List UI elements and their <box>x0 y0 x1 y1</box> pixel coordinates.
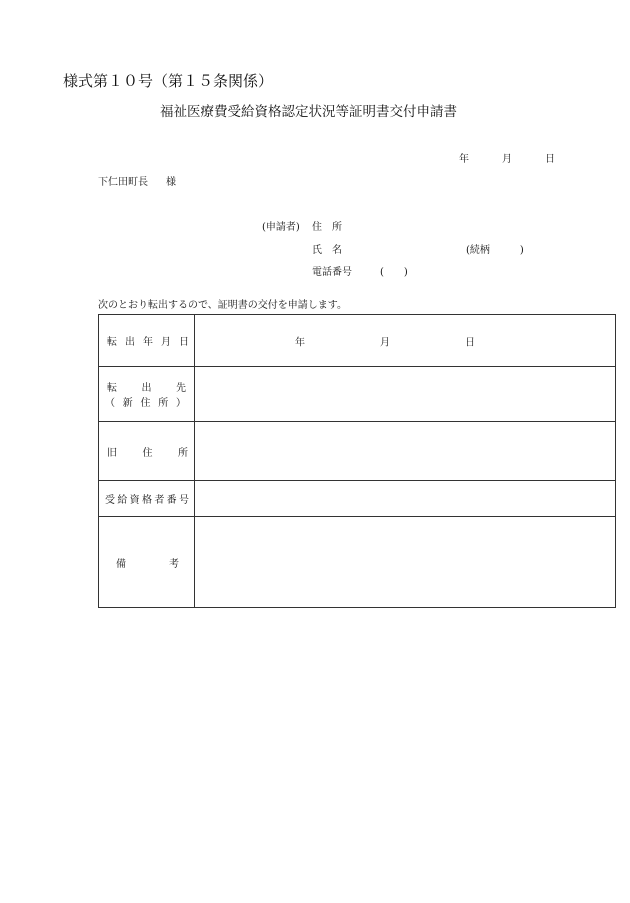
label-char: 番 <box>166 495 177 506</box>
label-char: 受 <box>105 495 115 506</box>
label-char: 新 <box>122 398 133 409</box>
label-char: 年 <box>143 337 153 348</box>
label-char: 住 <box>140 398 151 409</box>
recipient-number-value[interactable] <box>195 481 616 517</box>
applicant-phone-paren: ( ) <box>380 267 408 278</box>
moveout-date-label <box>99 315 195 367</box>
moveout-date-value[interactable] <box>195 315 616 367</box>
applicant-prefix: (申請者) <box>262 222 300 233</box>
label-char: 転 <box>107 383 117 394</box>
remarks-label <box>99 517 195 608</box>
date-month-unit: 月 <box>502 154 512 165</box>
label-char: 住 <box>142 447 153 459</box>
remarks-value[interactable] <box>195 517 616 608</box>
moveout-day-unit: 日 <box>465 337 475 348</box>
date-year-unit: 年 <box>459 154 469 165</box>
row-recipient-number <box>99 481 616 517</box>
label-char: 出 <box>141 383 152 394</box>
label-char: 者 <box>154 495 165 506</box>
label-char: 所 <box>178 447 188 459</box>
label-char: 格 <box>141 495 152 506</box>
old-address-label <box>99 422 195 481</box>
date-day-unit: 日 <box>545 154 555 165</box>
destination-value[interactable] <box>195 367 616 422</box>
applicant-relationship: (続柄 ) <box>466 245 524 256</box>
form-number: 様式第１０号（第１５条関係） <box>63 72 274 90</box>
label-char: 旧 <box>107 447 117 459</box>
label-char: 出 <box>125 337 135 348</box>
label-char: 資 <box>129 495 140 506</box>
row-old-address <box>99 422 616 481</box>
intro-text: 次のとおり転出するので、証明書の交付を申請します。 <box>98 300 347 311</box>
label-char: 給 <box>117 495 128 506</box>
label-char: 先 <box>176 383 186 394</box>
applicant-address-label: 住 所 <box>312 222 342 233</box>
addressee-honorific: 様 <box>166 177 176 188</box>
label-char: 考 <box>169 558 179 570</box>
application-table <box>98 314 616 608</box>
row-destination <box>99 367 616 422</box>
row-remarks <box>99 517 616 608</box>
document-title: 福祉医療費受給資格認定状況等証明書交付申請書 <box>160 104 457 120</box>
applicant-phone-label: 電話番号 <box>312 267 352 278</box>
label-char: 日 <box>179 337 189 348</box>
destination-label <box>99 367 195 422</box>
recipient-number-label <box>99 481 195 517</box>
moveout-month-unit: 月 <box>380 337 390 348</box>
label-char: 月 <box>161 337 171 348</box>
label-char: （ <box>105 398 115 409</box>
applicant-name-label: 氏 名 <box>312 245 342 256</box>
addressee-name: 下仁田町長 <box>98 177 148 188</box>
label-char: 備 <box>116 558 126 570</box>
label-char: 所 <box>158 398 169 409</box>
addressee <box>98 173 176 188</box>
row-moveout-date <box>99 315 616 367</box>
moveout-year-unit: 年 <box>295 337 305 348</box>
label-char: 号 <box>178 495 189 506</box>
label-char: ） <box>176 398 186 409</box>
old-address-value[interactable] <box>195 422 616 481</box>
label-char: 転 <box>107 337 117 348</box>
